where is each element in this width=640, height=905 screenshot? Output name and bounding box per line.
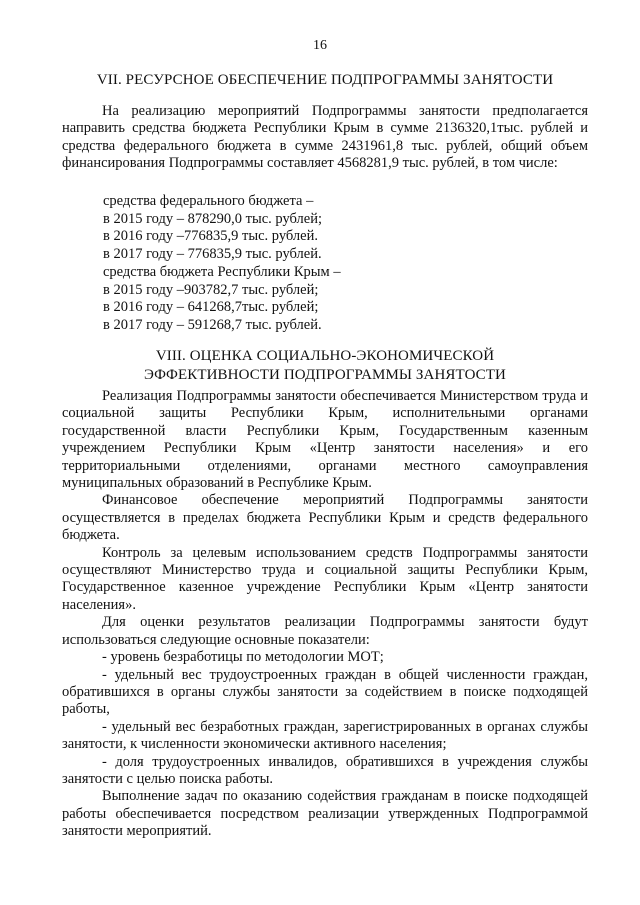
indicator-item: - удельный вес трудоустроенных граждан в общей численности граждан, обратившихся в органы службы занятости за содействием в поиске подходящей работы, <box>62 666 588 718</box>
section-8-heading-line-1: VIII. ОЦЕНКА СОЦИАЛЬНО-ЭКОНОМИЧЕСКОЙ <box>155 348 495 364</box>
section-8-body <box>62 388 588 841</box>
funding-line: средства бюджета Республики Крым – <box>103 263 341 280</box>
indicator-item: - доля трудоустроенных инвалидов, обратившихся в учреждения службы занятости с целью поиска работы. <box>62 753 588 787</box>
funding-line: в 2015 году –903782,7 тыс. рублей; <box>103 281 319 298</box>
assistance-paragraph: Выполнение задач по оказанию содействия гражданам в поиске подходящей работы обеспечивается посредством реализации утвержденных Подпрограммой занятости мероприятий. <box>62 788 588 840</box>
funding-line: в 2016 году – 641268,7тыс. рублей; <box>103 299 319 316</box>
indicators-intro-paragraph: Для оценки результатов реализации Подпрограммы занятости будут использоваться следующие основные показатели: <box>62 614 588 648</box>
control-paragraph: Контроль за целевым использованием средств Подпрограммы занятости осуществляют Министерство труда и социальной защиты Республики Крым, Государственное казенное учреждение Республики Крым «Центр занятости населения». <box>62 544 588 613</box>
section-7-heading: VII. РЕСУРСНОЕ ОБЕСПЕЧЕНИЕ ПОДПРОГРАММЫ ЗАНЯТОСТИ <box>96 72 554 88</box>
page-number: 16 <box>313 38 327 53</box>
funding-line: в 2016 году –776835,9 тыс. рублей. <box>103 228 318 245</box>
funding-line: средства федерального бюджета – <box>103 193 314 209</box>
indicator-item: - удельный вес безработных граждан, зарегистрированных в органах службы занятости, к численности экономически активного населения; <box>62 718 588 753</box>
section-7-body <box>62 103 588 173</box>
section-8-heading-line-2: ЭФФЕКТИВНОСТИ ПОДПРОГРАММЫ ЗАНЯТОСТИ <box>144 367 506 383</box>
funding-line: в 2015 году – 878290,0 тыс. рублей; <box>103 210 323 227</box>
funding-list <box>103 193 341 335</box>
financing-paragraph: Финансовое обеспечение мероприятий Подпрограммы занятости осуществляется в пределах бюджета Республики Крым и средств федерального бюджета. <box>62 492 588 544</box>
funding-line: в 2017 году – 776835,9 тыс. рублей. <box>103 246 322 263</box>
section-8-heading <box>60 347 590 385</box>
funding-line: в 2017 году – 591268,7 тыс. рублей. <box>103 316 322 333</box>
funding-intro-paragraph: На реализацию мероприятий Подпрограммы занятости предполагается направить средства бюджета Республики Крым в сумме 2136320,1тыс. рублей и средства федерального бюджета в сумме 2431961,8 тыс. рублей, общий объем финансирования Подпрограммы составляет 4568281,9 тыс. рублей, в том числе: <box>62 103 588 172</box>
implementation-paragraph: Реализация Подпрограммы занятости обеспечивается Министерством труда и социальной защиты Республики Крым, исполнительными органами государственной власти Республики Крым, Государственным казенным учреждением Республики Крым «Центр занятости населения» и его территориальными отделениями, органами местного самоуправления муниципальных образований в Республике Крым. <box>62 388 588 492</box>
indicator-item: - уровень безработицы по методологии МОТ; <box>102 649 384 666</box>
